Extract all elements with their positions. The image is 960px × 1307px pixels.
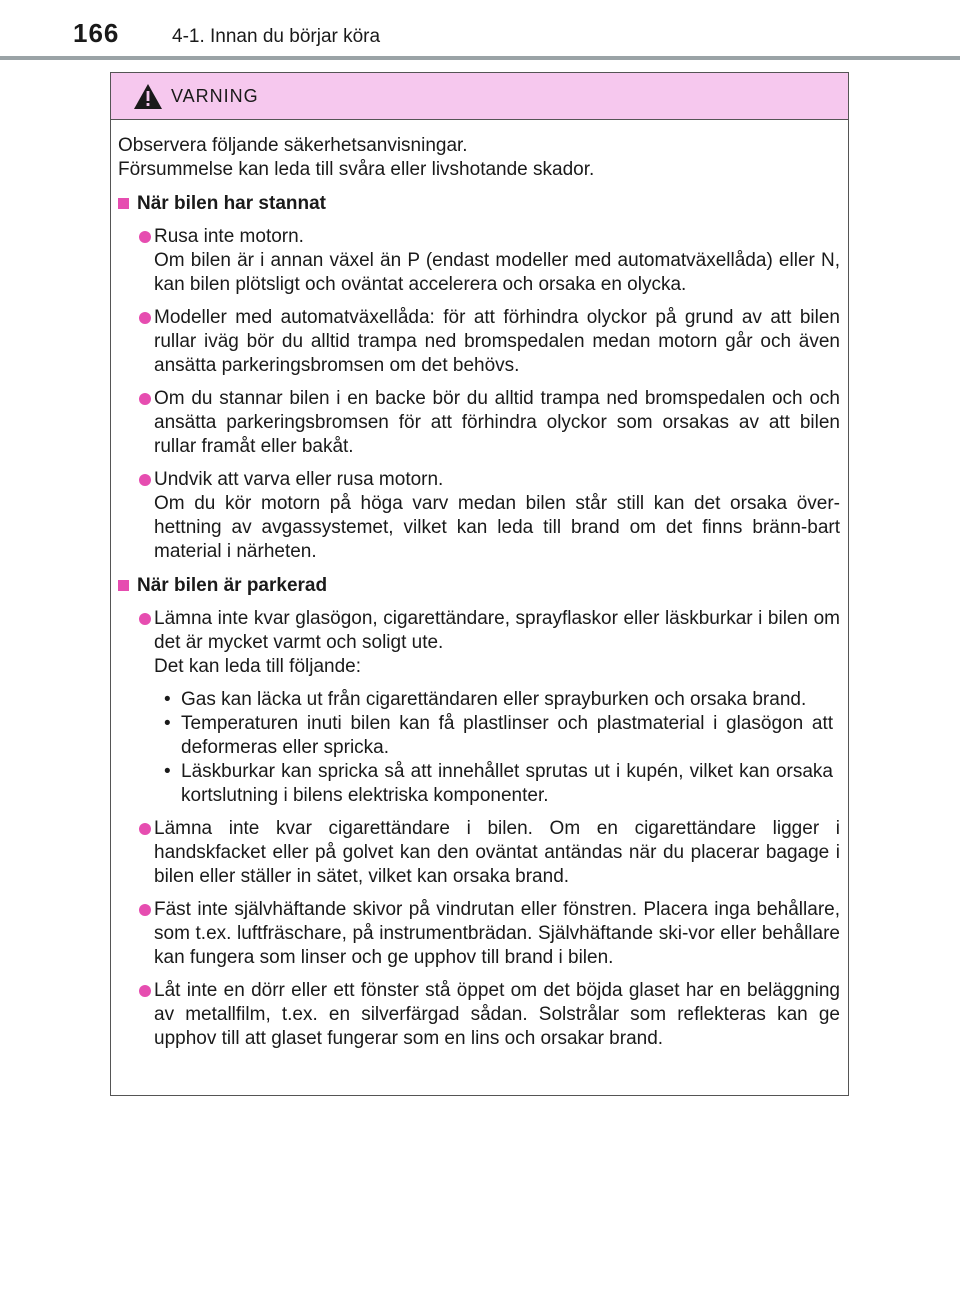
sub-bullet-text: Temperaturen inuti bilen kan få plastlinser och plastmaterial i glasögon att deformeras eller spricka. [181,713,833,758]
item-text: Om du kör motorn på höga varv medan bilen står still kan det orsaka över-hettning av avgassystemet, vilket kan leda till brand om det finns bränn-bart material i närheten. [154,493,840,562]
item-text: Modeller med automatväxellåda: för att förhindra olyckor på grund av att bilen rullar iväg bör du alltid trampa ned bromspedalen medan motorn går och även ansätta parkeringsbromsen om det behövs. [154,307,840,376]
circle-bullet-icon [139,823,151,835]
section-title: 4-1. Innan du börjar köra [172,26,381,47]
header-rule [0,56,960,60]
item-text: Om bilen är i annan växel än P (endast modeller med automatväxellåda) eller N, kan bilen plötsligt och oväntat accelerera och orsaka en olycka. [154,250,840,295]
section-heading-text: När bilen är parkerad [137,575,328,596]
circle-bullet-icon [139,312,151,324]
item-text: Om du stannar bilen i en backe bör du alltid trampa ned bromspedalen och och ansätta parkeringsbromsen för att förhindra olyckor som orsakas av att bilen rullar framåt eller bakåt. [154,388,840,457]
section-heading [118,192,840,216]
list-item [118,468,840,564]
list-item [118,607,840,808]
item-text: Lämna inte kvar glasögon, cigarettändare, sprayflaskor eller läskburkar i bilen om det är mycket varmt och soligt ute. [154,608,840,653]
intro-line: Observera följande säkerhetsanvisningar. [118,135,468,156]
sub-bullet-list [154,688,840,808]
item-text: Fäst inte självhäftande skivor på vindrutan eller fönstren. Placera inga behållare, som t.ex. luftfräschare, på instrumentbrädan. Självhäftande ski-vor eller behållare kan fungera som linser och ge upphov till brand i bilen. [154,899,840,968]
item-text: Lämna inte kvar cigarettändare i bilen. Om en cigarettändare ligger i handskfacket eller på golvet kan den oväntat antändas när du placerar bagage i bilen eller ställer in sätet, vilket kan orsaka brand. [154,818,840,887]
section-heading [118,574,840,598]
circle-bullet-icon [139,231,151,243]
list-item [118,979,840,1051]
list-item [118,306,840,378]
circle-bullet-icon [139,985,151,997]
bullet-dot-icon: • [164,761,171,782]
warning-body [118,134,840,1051]
sub-bullet-text: Gas kan läcka ut från cigarettändaren eller sprayburken och orsaka brand. [181,689,807,710]
sub-bullet-item [154,712,833,760]
circle-bullet-icon [139,474,151,486]
section-heading-text: När bilen har stannat [137,193,326,214]
item-text: Undvik att varva eller rusa motorn. [154,469,444,490]
list-item [118,225,840,297]
circle-bullet-icon [139,393,151,405]
item-text: Rusa inte motorn. [154,226,304,247]
circle-bullet-icon [139,613,151,625]
sub-bullet-item [154,688,833,712]
item-text: Det kan leda till följande: [154,656,362,677]
page-header [0,0,960,60]
warning-intro [118,134,840,182]
list-item [118,898,840,970]
warning-box [110,72,849,1096]
page-number: 166 [73,18,120,48]
circle-bullet-icon [139,904,151,916]
square-bullet-icon [118,198,129,209]
warning-label: VARNING [171,86,259,106]
bullet-dot-icon: • [164,713,171,734]
list-item [118,817,840,889]
list-item [118,387,840,459]
warning-header [111,73,848,120]
square-bullet-icon [118,580,129,591]
item-text: Låt inte en dörr eller ett fönster stå öppet om det böjda glaset har en beläggning av metallfilm, t.ex. en silverfärgad sådan. Solstrålar som reflekteras kan ge upphov till att glaset fungerar som en lins och orsakar brand. [154,980,840,1049]
intro-line: Försummelse kan leda till svåra eller livshotande skador. [118,159,595,180]
sub-bullet-item [154,760,833,808]
warning-triangle-icon [133,83,163,110]
bullet-dot-icon: • [164,689,171,710]
sub-bullet-text: Läskburkar kan spricka så att innehållet sprutas ut i kupén, vilket kan orsaka kortslutning i bilens elektriska komponenter. [181,761,833,806]
